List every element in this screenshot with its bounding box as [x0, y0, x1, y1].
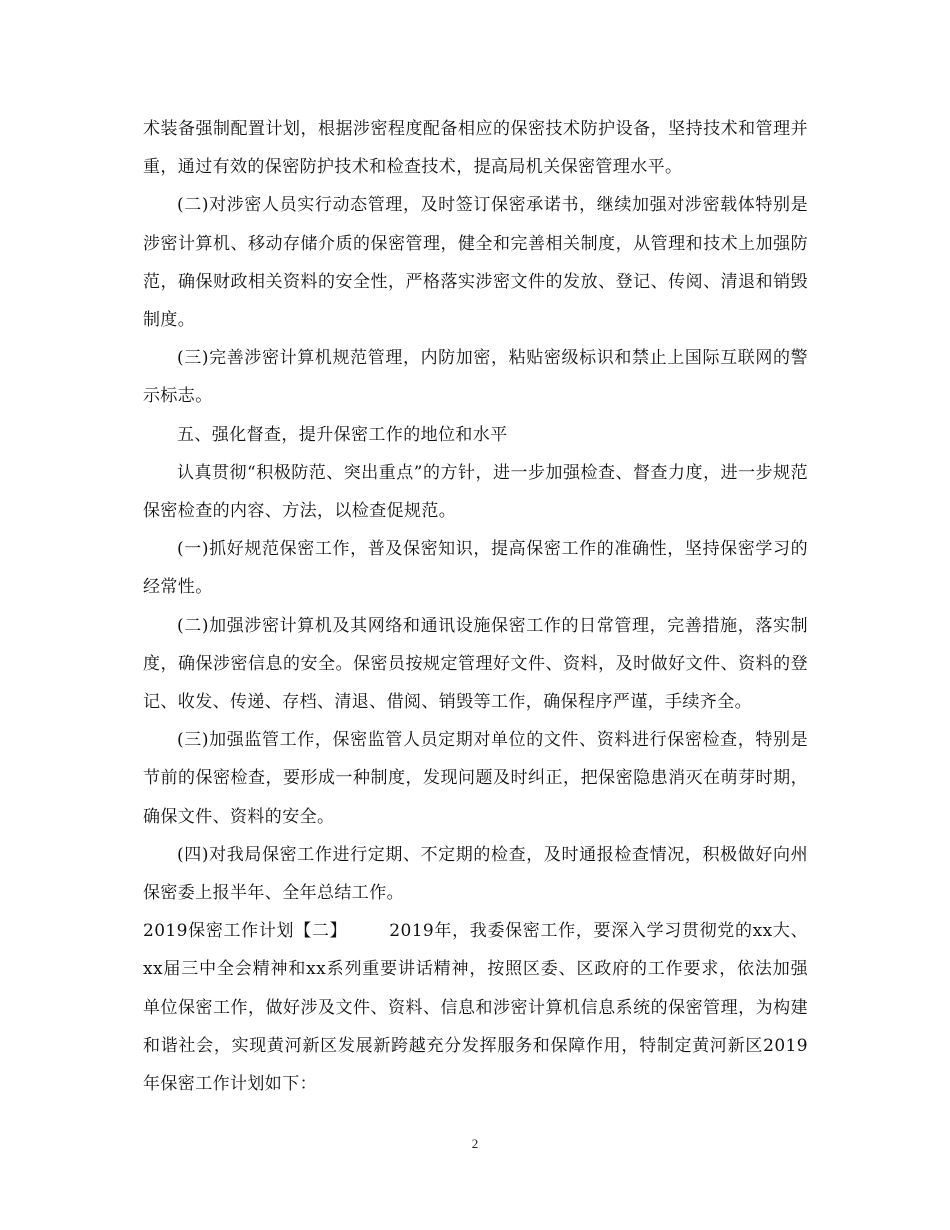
document-body	[143, 110, 808, 1103]
paragraph-continuation: 术装备强制配置计划，根据涉密程度配备相应的保密技术防护设备，坚持技术和管理并重，通过有效的保密防护技术和检查技术，提高局机关保密管理水平。	[143, 119, 808, 178]
plan-section-heading: 2019保密工作计划【二】	[143, 921, 348, 942]
page-number: 2	[471, 1136, 479, 1151]
paragraph-item-1: (一)抓好规范保密工作，普及保密知识，提高保密工作的准确性，坚持保密学习的经常性。	[143, 539, 808, 598]
plan-section	[143, 912, 808, 1103]
plan-section-text: 2019年，我委保密工作，要深入学习贯彻党的xx大、xx届三中全会精神和xx系列重要讲话精神，按照区委、区政府的工作要求，依法加强单位保密工作，做好涉及文件、资料、信息和涉密计算机信息系统的保密管理，为构建和谐社会，实现黄河新区发展新跨越充分发挥服务和保障作用，特制定黄河新区2019年保密工作计划如下：	[143, 921, 808, 1095]
section-heading-5: 五、强化督查，提升保密工作的地位和水平	[177, 424, 508, 445]
paragraph-item-2b: (二)加强涉密计算机及其网络和通讯设施保密工作的日常管理，完善措施，落实制度，确保涉密信息的安全。保密员按规定管理好文件、资料，及时做好文件、资料的登记、收发、传递、存档、清退、借阅、销毁等工作，确保程序严谨，手续齐全。	[143, 615, 808, 713]
paragraph-item-2: (二)对涉密人员实行动态管理，及时签订保密承诺书，继续加强对涉密载体特别是涉密计算机、移动存储介质的保密管理，健全和完善相关制度，从管理和技术上加强防范，确保财政相关资料的安全性，严格落实涉密文件的发放、登记、传阅、清退和销毁制度。	[143, 195, 808, 331]
paragraph-item-3: (三)完善涉密计算机规范管理，内防加密，粘贴密级标识和禁止上国际互联网的警示标志。	[143, 348, 808, 407]
paragraph-item-3b: (三)加强监管工作，保密监管人员定期对单位的文件、资料进行保密检查，特别是节前的保密检查，要形成一种制度，发现问题及时纠正，把保密隐患消灭在萌芽时期，确保文件、资料的安全。	[143, 730, 808, 827]
paragraph-intro: 认真贯彻“积极防范、突出重点”的方针，进一步加强检查、督查力度，进一步规范保密检查的内容、方法，以检查促规范。	[143, 462, 808, 522]
paragraph-item-4: (四)对我局保密工作进行定期、不定期的检查，及时通报检查情况，积极做好向州保密委上报半年、全年总结工作。	[143, 844, 808, 904]
